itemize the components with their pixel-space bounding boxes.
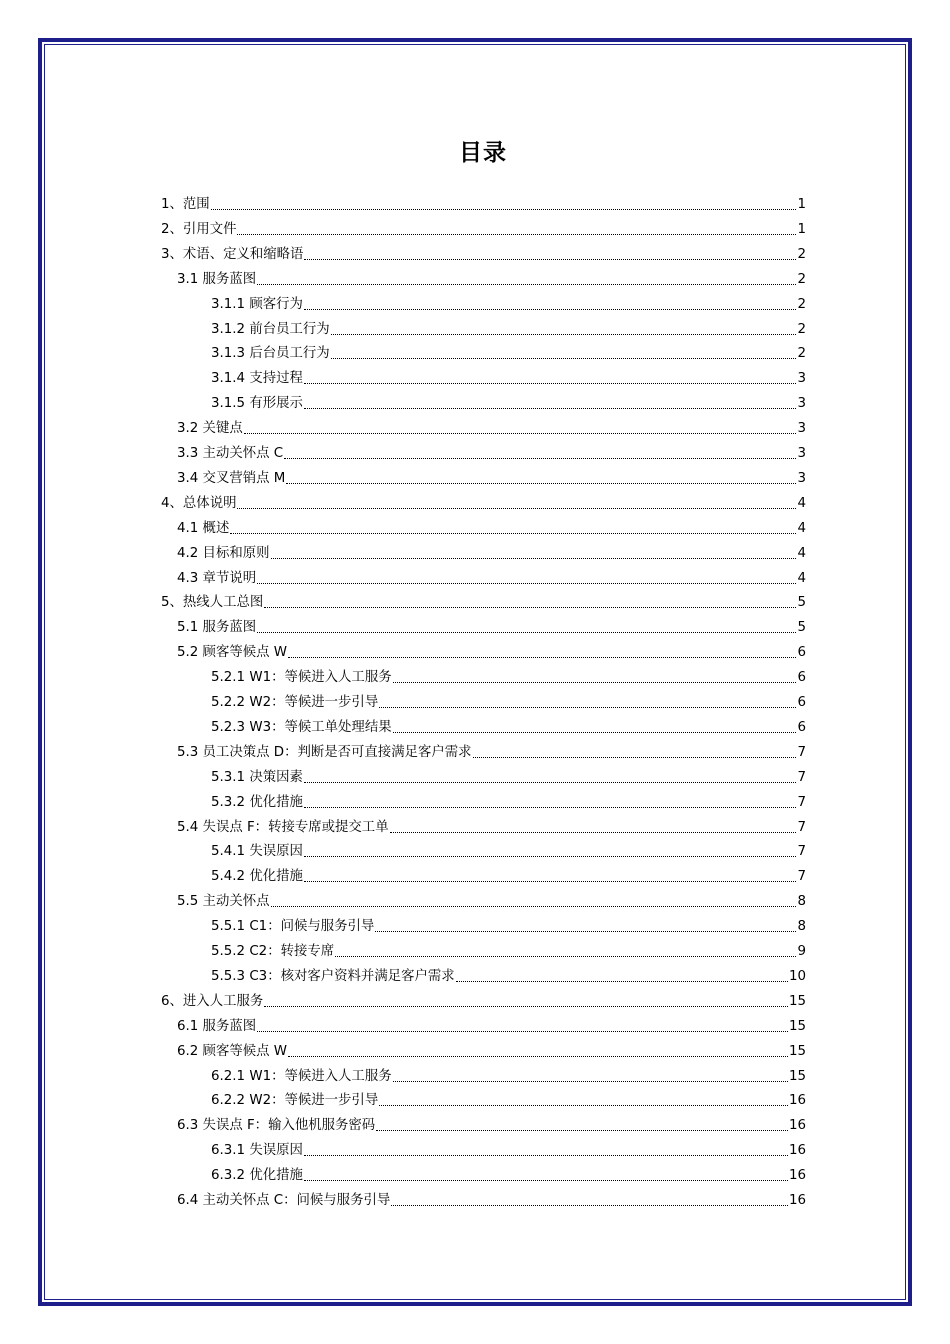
toc-entry-title: 6、进入人工服务 xyxy=(161,993,264,1009)
toc-entry-title: 5.2.2 W2：等候进一步引导 xyxy=(211,695,379,710)
toc-entry-page-number: 3 xyxy=(797,421,806,437)
toc-dot-leader xyxy=(288,657,796,658)
toc-entry-page-number: 16 xyxy=(788,1143,806,1159)
toc-entry[interactable] xyxy=(211,289,806,314)
toc-entry-page-number: 4 xyxy=(797,545,806,561)
toc-entry-page-number: 1 xyxy=(797,221,806,237)
toc-entry-title: 5.4.1 失误原因 xyxy=(211,844,303,860)
toc-dot-leader xyxy=(257,284,796,285)
toc-entry[interactable] xyxy=(177,886,806,911)
toc-dot-leader xyxy=(264,607,796,608)
toc-entry[interactable] xyxy=(211,662,806,687)
toc-dot-leader xyxy=(237,508,796,509)
toc-entry[interactable] xyxy=(211,961,806,986)
toc-entry[interactable] xyxy=(211,762,806,787)
toc-entry[interactable] xyxy=(177,563,806,588)
toc-entry-page-number: 2 xyxy=(797,246,806,262)
toc-dot-leader xyxy=(304,383,797,384)
toc-dot-leader xyxy=(286,483,796,484)
toc-entry-title: 3.1.5 有形展示 xyxy=(211,396,303,412)
toc-entry-title: 5、热线人工总图 xyxy=(161,595,264,611)
toc-entry-page-number: 3 xyxy=(797,470,806,486)
toc-entry-title: 5.5.2 C2：转接专席 xyxy=(211,944,335,959)
toc-dot-leader xyxy=(271,558,797,559)
toc-entry-title: 5.2.3 W3：等候工单处理结果 xyxy=(211,719,392,735)
toc-entry-page-number: 15 xyxy=(788,1043,806,1059)
toc-entry[interactable] xyxy=(211,787,806,812)
toc-entry-title: 6.4 主动关怀点 C：问候与服务引导 xyxy=(177,1193,391,1208)
toc-dot-leader xyxy=(244,433,797,434)
toc-entry-title: 5.5 主动关怀点 xyxy=(177,894,270,910)
toc-entry-page-number: 16 xyxy=(788,1168,806,1184)
toc-entry-page-number: 2 xyxy=(797,296,806,312)
toc-entry-title: 3.3 主动关怀点 C xyxy=(177,446,284,461)
toc-dot-leader xyxy=(379,707,796,708)
toc-entry-title: 3.4 交叉营销点 M xyxy=(177,470,286,486)
toc-entry-page-number: 7 xyxy=(797,819,806,835)
toc-entry[interactable] xyxy=(211,314,806,339)
toc-entry-page-number: 6 xyxy=(797,670,806,686)
toc-entry[interactable] xyxy=(177,413,806,438)
toc-entry[interactable] xyxy=(177,1011,806,1036)
toc-dot-leader xyxy=(393,732,797,733)
toc-entry[interactable] xyxy=(211,712,806,737)
toc-entry[interactable] xyxy=(177,1185,806,1210)
toc-entry-title: 5.4.2 优化措施 xyxy=(211,869,303,885)
toc-entry-page-number: 3 xyxy=(797,396,806,412)
toc-entry-page-number: 7 xyxy=(797,869,806,885)
toc-entry[interactable] xyxy=(211,388,806,413)
toc-dot-leader xyxy=(257,583,796,584)
toc-entry-title: 5.2.1 W1：等候进入人工服务 xyxy=(211,670,392,686)
toc-dot-leader xyxy=(304,856,797,857)
toc-entry-page-number: 10 xyxy=(788,968,806,984)
toc-title: 目录 xyxy=(459,140,507,166)
toc-entry[interactable] xyxy=(211,1085,806,1110)
toc-entry-page-number: 4 xyxy=(797,570,806,586)
toc-entry[interactable] xyxy=(177,1036,806,1061)
toc-entry-title: 4.3 章节说明 xyxy=(177,570,257,586)
toc-entry[interactable] xyxy=(211,836,806,861)
toc-dot-leader xyxy=(390,832,797,833)
toc-entry[interactable] xyxy=(177,513,806,538)
toc-dot-leader xyxy=(375,931,796,932)
toc-entry-title: 3.1 服务蓝图 xyxy=(177,271,257,287)
toc-entry[interactable] xyxy=(211,861,806,886)
toc-entry[interactable] xyxy=(211,338,806,363)
toc-dot-leader xyxy=(304,782,797,783)
toc-entry-title: 6.2.1 W1：等候进入人工服务 xyxy=(211,1068,392,1084)
toc-entry-title: 5.3.2 优化措施 xyxy=(211,794,303,810)
toc-entry-page-number: 6 xyxy=(797,719,806,735)
toc-dot-leader xyxy=(264,1006,788,1007)
toc-entry-page-number: 6 xyxy=(797,645,806,661)
toc-entry[interactable] xyxy=(177,612,806,637)
toc-entry-title: 6.3 失误点 F：输入他机服务密码 xyxy=(177,1118,376,1134)
toc-entry-title: 4.1 概述 xyxy=(177,520,230,536)
toc-entry-page-number: 15 xyxy=(788,993,806,1009)
toc-dot-leader xyxy=(304,881,797,882)
toc-dot-leader xyxy=(211,209,797,210)
toc-entry[interactable] xyxy=(161,239,806,264)
toc-dot-leader xyxy=(304,1155,788,1156)
toc-dot-leader xyxy=(304,1180,788,1181)
toc-entry[interactable] xyxy=(177,463,806,488)
toc-entry-page-number: 16 xyxy=(788,1118,806,1134)
toc-dot-leader xyxy=(304,408,797,409)
toc-entry[interactable] xyxy=(211,1160,806,1185)
toc-dot-leader xyxy=(237,234,796,235)
toc-entry-title: 5.2 顾客等候点 W xyxy=(177,645,288,661)
toc-entry-page-number: 2 xyxy=(797,346,806,362)
toc-dot-leader xyxy=(331,358,797,359)
toc-dot-leader xyxy=(271,906,797,907)
toc-entry-title: 1、范围 xyxy=(161,197,210,212)
toc-dot-leader xyxy=(304,309,797,310)
toc-entry-page-number: 8 xyxy=(797,919,806,935)
toc-entry-page-number: 4 xyxy=(797,520,806,536)
toc-dot-leader xyxy=(304,259,796,260)
toc-entry-page-number: 2 xyxy=(797,321,806,337)
toc-entry[interactable] xyxy=(161,488,806,513)
toc-dot-leader xyxy=(456,981,788,982)
toc-dot-leader xyxy=(393,1081,788,1082)
toc-entry-page-number: 7 xyxy=(797,769,806,785)
toc-entry-page-number: 5 xyxy=(797,595,806,611)
toc-entry-page-number: 8 xyxy=(797,894,806,910)
toc-entry-title: 6.1 服务蓝图 xyxy=(177,1018,257,1034)
toc-entry[interactable] xyxy=(177,438,806,463)
toc-entry[interactable] xyxy=(161,189,806,214)
toc-entry-title: 5.3 员工决策点 D：判断是否可直接满足客户需求 xyxy=(177,744,472,760)
toc-entry-page-number: 6 xyxy=(797,695,806,710)
toc-dot-leader xyxy=(284,458,796,459)
toc-entry-page-number: 7 xyxy=(797,794,806,810)
toc-entry[interactable] xyxy=(211,687,806,712)
toc-entry-title: 5.4 失误点 F：转接专席或提交工单 xyxy=(177,819,389,835)
toc-entry-title: 6.2 顾客等候点 W xyxy=(177,1043,288,1059)
toc-entry[interactable] xyxy=(177,264,806,289)
toc-entry[interactable] xyxy=(211,1061,806,1086)
toc-entry[interactable] xyxy=(211,1135,806,1160)
toc-dot-leader xyxy=(393,682,797,683)
toc-entry-page-number: 3 xyxy=(797,371,806,387)
toc-entry[interactable] xyxy=(211,363,806,388)
toc-entry-title: 2、引用文件 xyxy=(161,221,237,237)
toc-entry-title: 3.1.3 后台员工行为 xyxy=(211,346,330,362)
toc-entry[interactable] xyxy=(211,911,806,936)
toc-dot-leader xyxy=(376,1130,788,1131)
toc-entry-page-number: 7 xyxy=(797,844,806,860)
toc-entry-page-number: 4 xyxy=(797,495,806,511)
toc-dot-leader xyxy=(288,1056,788,1057)
toc-entry-title: 3.1.1 顾客行为 xyxy=(211,296,303,312)
toc-entry-title: 6.2.2 W2：等候进一步引导 xyxy=(211,1093,379,1109)
toc-dot-leader xyxy=(331,334,797,335)
toc-entry[interactable] xyxy=(177,1110,806,1135)
toc-dot-leader xyxy=(257,632,796,633)
toc-dot-leader xyxy=(257,1031,788,1032)
toc-entry-title: 4、总体说明 xyxy=(161,495,237,511)
toc-entry-title: 6.3.2 优化措施 xyxy=(211,1168,303,1184)
toc-entry[interactable] xyxy=(177,737,806,762)
toc-entry[interactable] xyxy=(177,637,806,662)
toc-dot-leader xyxy=(230,533,796,534)
toc-entry-page-number: 16 xyxy=(788,1193,806,1208)
toc-entry-page-number: 3 xyxy=(797,446,806,461)
toc-dot-leader xyxy=(379,1105,788,1106)
toc-dot-leader xyxy=(304,807,797,808)
toc-entry[interactable] xyxy=(177,538,806,563)
toc-entry-page-number: 5 xyxy=(797,620,806,636)
toc-entry-title: 5.1 服务蓝图 xyxy=(177,620,257,636)
toc-entry[interactable] xyxy=(161,986,806,1011)
toc-entry-page-number: 9 xyxy=(797,944,806,959)
toc-entry-title: 4.2 目标和原则 xyxy=(177,545,270,561)
toc-entry-title: 6.3.1 失误原因 xyxy=(211,1143,303,1159)
toc-entry-page-number: 7 xyxy=(797,744,806,760)
toc-entry-page-number: 16 xyxy=(788,1093,806,1109)
toc-entry-page-number: 2 xyxy=(797,271,806,287)
toc-entry-title: 5.3.1 决策因素 xyxy=(211,769,303,785)
toc-entry[interactable] xyxy=(161,587,806,612)
toc-entry-page-number: 15 xyxy=(788,1068,806,1084)
toc-entry-title: 3.2 关键点 xyxy=(177,421,243,437)
toc-entry-page-number: 15 xyxy=(788,1018,806,1034)
toc-entry-title: 3.1.4 支持过程 xyxy=(211,371,303,387)
toc-entry[interactable] xyxy=(161,214,806,239)
toc-dot-leader xyxy=(335,956,796,957)
toc-entry-title: 3.1.2 前台员工行为 xyxy=(211,321,330,337)
toc-entry[interactable] xyxy=(177,812,806,837)
toc-entry-title: 3、术语、定义和缩略语 xyxy=(161,246,304,262)
toc-entry-title: 5.5.3 C3：核对客户资料并满足客户需求 xyxy=(211,968,455,984)
toc-entry-page-number: 1 xyxy=(797,197,806,212)
toc-entry-title: 5.5.1 C1：问候与服务引导 xyxy=(211,919,375,935)
toc-entry[interactable] xyxy=(211,936,806,961)
toc-dot-leader xyxy=(391,1205,788,1206)
toc-dot-leader xyxy=(473,757,797,758)
